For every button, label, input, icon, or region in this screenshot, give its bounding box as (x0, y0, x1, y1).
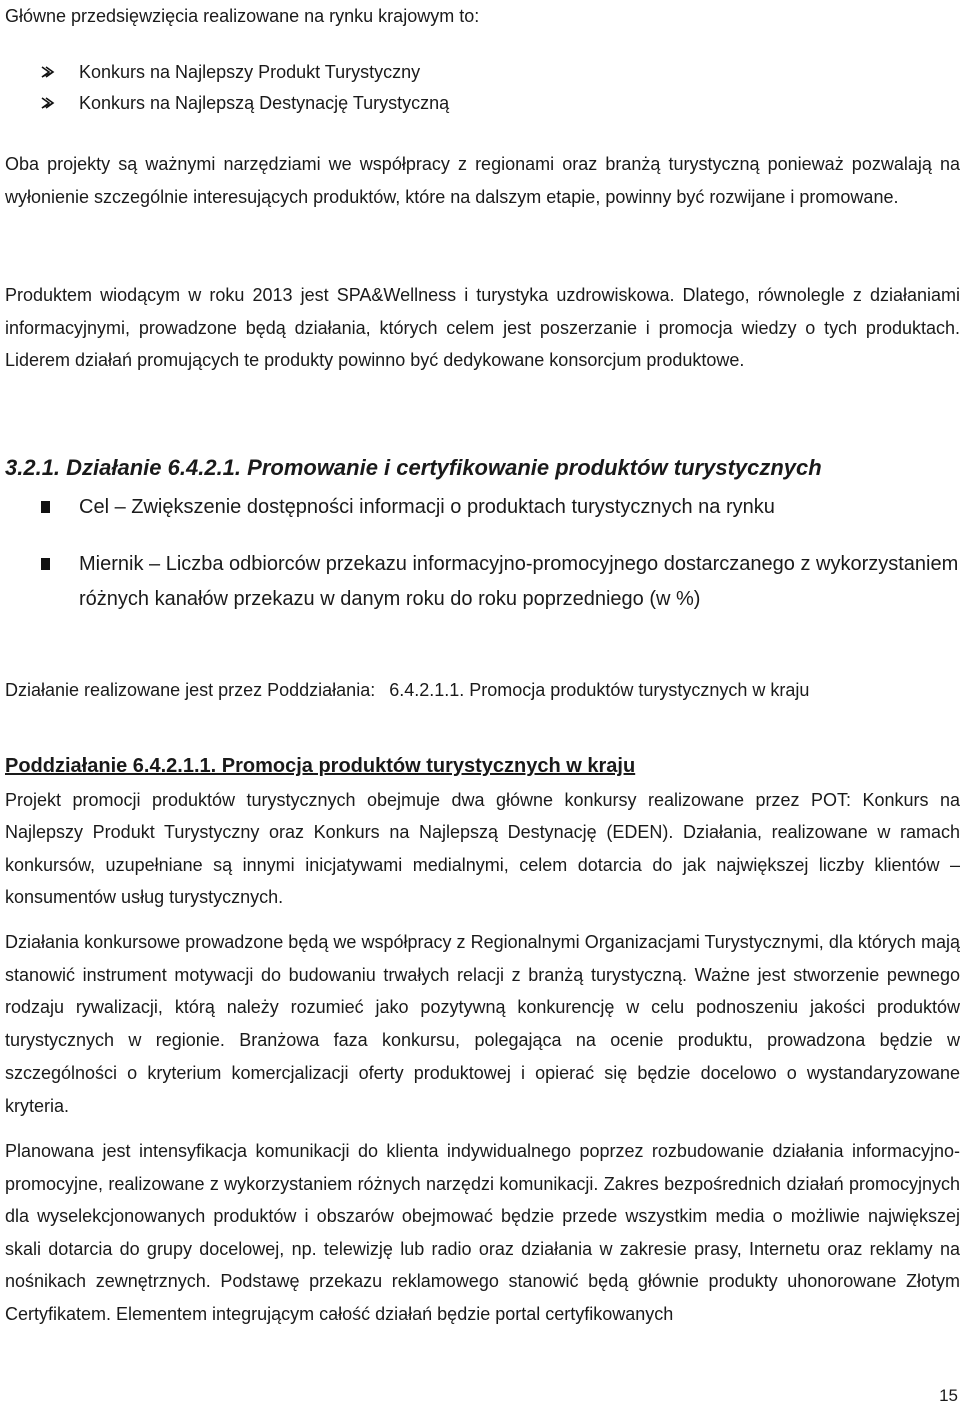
square-bullet-icon (41, 501, 50, 513)
paragraph-leading-product: Produktem wiodącym w roku 2013 jest SPA&Wellness i turystyka uzdrowiskowa. Dlatego, równolegle z działaniami informacyjnymi, prowadzone będą działania, których celem jest poszerzanie i promocja wiedzy o tych produktach. Liderem działań promujących te produkty powinno być dedykowane konsorcjum produktowe. (5, 285, 960, 370)
paragraph-projects: Oba projekty są ważnymi narzędziami we współpracy z regionami oraz branżą turystyczną ponieważ pozwalają na wyłonienie szczególnie interesujących produktów, które na dalszym etapie, powinny być rozwijane i promowane. (5, 154, 960, 207)
list-item (41, 57, 449, 88)
action-line-value: 6.4.2.1.1. Promocja produktów turystycznych w kraju (389, 680, 810, 700)
document-page (5, 0, 960, 1410)
paragraph-competition-actions: Działania konkursowe prowadzone będą we współpracy z Regionalnymi Organizacjami Turystycznymi, dla których mają stanowić instrument motywacji do budowaniu trwałych relacji z branżą turystyczną. Ważne jest stworzenie pewnego rodzaju rywalizacji, którą należy rozumieć jako pozytywną konkurencję w celu podnoszeniu jakości produktów turystycznych w regionie. Branżowa faza konkursu, polegająca na ocenie produktu, prowadzona będzie w szczególności o kryterium komercjalizacji oferty produktowej i opierać się będzie docelowo o wystandaryzowane kryteria. (5, 932, 960, 1116)
indicators-list (5, 490, 960, 617)
list-item (5, 490, 960, 525)
action-line (5, 674, 809, 706)
intro-text: Główne przedsięwzięcia realizowane na rynku krajowym to: (5, 6, 480, 26)
section-heading: 3.2.1. Działanie 6.4.2.1. Promowanie i certyfikowanie produktów turystycznych (5, 455, 822, 481)
page-number: 15 (939, 1386, 958, 1405)
list-item-label: Konkurs na Najlepszą Destynację Turystyczną (79, 93, 450, 113)
indicator-measure: Miernik – Liczba odbiorców przekazu informacyjno-promocyjnego dostarczanego z wykorzystaniem różnych kanałów przekazu w danym roku do roku poprzedniego (w %) (79, 553, 959, 610)
list-item (41, 88, 449, 119)
paragraph-communication: Planowana jest intensyfikacja komunikacji do klienta indywidualnego poprzez rozbudowanie działania informacyjno-promocyjne, realizowane z wykorzystaniem różnych narzędzi komunikacji. Zakres bezpośrednich działań promocyjnych dla wyselekcjonowanych produktów i obszarów obejmować będzie przede wszystkim media o możliwie największej skali dotarcia do grupy docelowej, np. telewizję lub radio oraz działania w zakresie prasy, Internetu oraz reklamy na nośnikach zewnętrznych. Podstawę przekazu reklamowego stanowić będą głównie produkty uhonorowane Złotym Certyfikatem. Elementem integrującym całość działań będzie portal certyfikowanych (5, 1141, 960, 1324)
square-bullet-icon (41, 558, 50, 570)
competitions-list (41, 57, 449, 119)
arrow-bullet-icon (41, 65, 57, 79)
indicator-goal: Cel – Zwiększenie dostępności informacji o produktach turystycznych na rynku (79, 496, 775, 518)
list-item (5, 547, 960, 617)
action-line-label: Działanie realizowane jest przez Poddziałania: (5, 680, 376, 700)
sub-heading: Poddziałanie 6.4.2.1.1. Promocja produktów turystycznych w kraju (5, 755, 636, 777)
arrow-bullet-icon (41, 96, 57, 110)
list-item-label: Konkurs na Najlepszy Produkt Turystyczny (79, 62, 421, 82)
paragraph-project-promotion: Projekt promocji produktów turystycznych obejmuje dwa główne konkursy realizowane przez POT: Konkurs na Najlepszy Produkt Turystyczny oraz Konkurs na Najlepszą Destynację (EDEN). Działania, realizowane w ramach konkursów, uzupełniane są innymi inicjatywami medialnymi, celem dotarcia do jak największej liczby klientów – konsumentów usług turystycznych. (5, 790, 960, 907)
